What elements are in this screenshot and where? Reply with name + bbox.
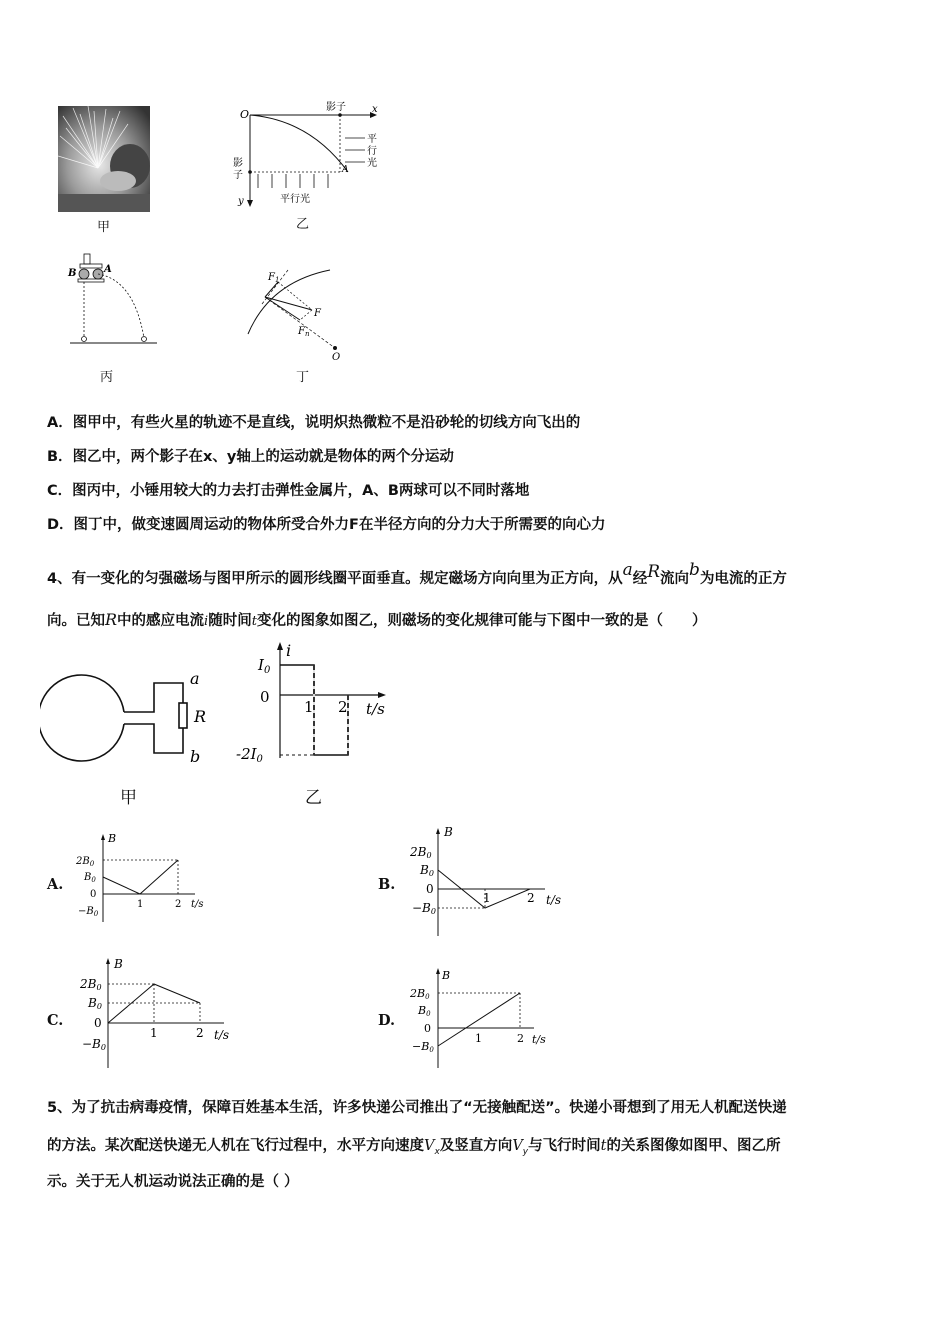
center-o-label: O (332, 352, 341, 362)
terminal-a-label: a (190, 669, 200, 688)
tick-2b0: 2B0 (410, 845, 432, 860)
q4-option-c-label[interactable]: C. (47, 1012, 64, 1029)
f-label: F (314, 308, 321, 319)
svg-text:B: B (114, 957, 123, 971)
svg-text:B: B (442, 969, 451, 982)
q4-figure-jia-caption: 甲 (120, 788, 137, 808)
tick-1: 1 (483, 891, 491, 905)
tick-2b0: 2B0 (80, 977, 102, 992)
tick-b0: B0 (418, 1004, 431, 1018)
q4-option-a-label[interactable]: A. (47, 876, 64, 893)
tick-2: 2 (517, 1032, 524, 1045)
zero-label: 0 (260, 688, 270, 706)
figure-yi-shadow (230, 100, 390, 215)
tick-1: 1 (150, 1026, 158, 1040)
ball-b-label: B (68, 268, 77, 279)
q5-stem-line2: 的方法。某次配送快递无人机在飞行过程中，水平方向速度$V_x$及竖直方向$V_y$与飞行时间t的关系图像如图甲、图乙所 (47, 1138, 781, 1157)
tick-2b0: $2B_0$ (76, 856, 95, 868)
tick-neg-b0: −B0 (412, 1040, 434, 1054)
q4-figure-yi-caption: 乙 (305, 788, 322, 808)
t-axis-label: t/s (366, 700, 385, 718)
q3-option-a[interactable]: A．图甲中，有些火星的轨迹不是直线，说明炽热微粒不是沿砂轮的切线方向飞出的 (47, 415, 581, 431)
terminal-b-label: b (190, 747, 201, 766)
tick-b0: $B_0$ (84, 872, 96, 884)
x-axis-label: x (372, 104, 378, 115)
tick-2b0: 2B0 (410, 987, 430, 1001)
tick-1: 1 (475, 1032, 482, 1045)
shadow-label-left-2: 子 (233, 170, 243, 181)
shadow-label-left-1: 影 (233, 158, 243, 169)
tick-zero: 0 (426, 882, 434, 896)
svg-text:B: B (108, 832, 117, 845)
f1-label: $F_1$ (268, 272, 280, 284)
q3-option-c[interactable]: C．图丙中，小锤用较大的力去打击弹性金属片，A、B两球可以不同时落地 (47, 483, 530, 499)
fn-label: $F_n$ (298, 326, 310, 338)
tick-neg-b0: $-B_0$ (78, 906, 99, 918)
shadow-label-top: 影子 (326, 102, 346, 113)
circular-path (248, 270, 330, 334)
q3-option-d[interactable]: D．图丁中，做变速圆周运动的物体所受合外力F在半径方向的分力大于所需要的向心力 (47, 517, 606, 533)
t-axis-label: t/s (532, 1033, 546, 1046)
tick-1: 1 (137, 899, 144, 910)
light-label-ping: 平 (367, 134, 377, 145)
tick-zero: 0 (424, 1022, 431, 1035)
tick-2-label: 2 (338, 698, 348, 716)
tick-2: 2 (175, 899, 182, 910)
q4-option-a-graph[interactable] (70, 832, 220, 927)
light-label-xing: 行 (367, 146, 377, 157)
t-axis-label: t/s (214, 1028, 230, 1042)
q4-figure-jia-coil (40, 668, 220, 768)
tick-zero: 0 (90, 889, 97, 900)
sparks-photo-image (58, 106, 150, 212)
parallel-light-label: 平行光 (280, 194, 310, 205)
q5-stem-line1: 5、为了抗击病毒疫情，保障百姓基本生活，许多快递公司推出了“无接触配送”。快递小哥想到了用无人机配送快递 (47, 1100, 787, 1116)
b-curve (103, 860, 178, 894)
tick-2: 2 (527, 891, 535, 905)
neg-2i0-label: $-2I_0$ (236, 745, 263, 765)
y-axis-label: y (238, 196, 244, 207)
figure-bing-caption: 丙 (100, 370, 114, 385)
figure-ding-caption: 丁 (296, 370, 310, 385)
q3-option-b[interactable]: B．图乙中，两个影子在x、y轴上的运动就是物体的两个分运动 (47, 449, 454, 465)
figure-bing (62, 250, 162, 350)
t-axis-label: t/s (191, 899, 204, 910)
tick-b0: B0 (420, 863, 434, 878)
light-label-guang: 光 (367, 158, 377, 169)
svg-text:B: B (444, 825, 453, 839)
i0-label: $I_0$ (258, 656, 271, 676)
ball-a-label: A (104, 264, 112, 275)
figure-yi-caption: 乙 (296, 217, 310, 232)
q4-figure-yi-current-graph (232, 640, 397, 770)
t-axis-label: t/s (546, 893, 562, 907)
i-axis-label: i (286, 641, 292, 660)
tick-neg-b0: −B0 (82, 1037, 106, 1052)
q4-option-b-label[interactable]: B. (378, 876, 396, 893)
figure-ding (240, 262, 360, 362)
q4-stem-line1: 4、有一变化的匀强磁场与图甲所示的圆形线圈平面垂直。规定磁场方向向里为正方向，从a经R流向b为电流的正方 (47, 560, 787, 587)
q4-option-b-graph[interactable] (400, 826, 570, 938)
tick-neg-b0: −B0 (412, 901, 436, 916)
figure-jia-caption: 甲 (97, 220, 111, 235)
resistor-r (179, 703, 187, 728)
point-a-label: A (342, 165, 349, 175)
tick-b0: B0 (88, 996, 102, 1011)
tick-zero: 0 (94, 1016, 102, 1030)
trajectory-curve (250, 115, 348, 172)
origin-label: O (240, 108, 250, 121)
figure-jia-photo (58, 106, 150, 212)
tick-1-label: 1 (304, 698, 314, 716)
q4-option-d-graph[interactable] (404, 966, 564, 1070)
q4-stem-line2: 向。已知R中的感应电流i随时间t变化的图象如图乙，则磁场的变化规律可能与下图中一致的是（ ） (47, 610, 707, 629)
resistor-r-label: R (194, 707, 207, 726)
q4-option-c-graph[interactable] (74, 956, 244, 1070)
tick-2: 2 (196, 1026, 204, 1040)
q4-option-d-label[interactable]: D. (378, 1012, 396, 1029)
q5-stem-line3: 示。关于无人机运动说法正确的是（ ） (47, 1174, 299, 1190)
